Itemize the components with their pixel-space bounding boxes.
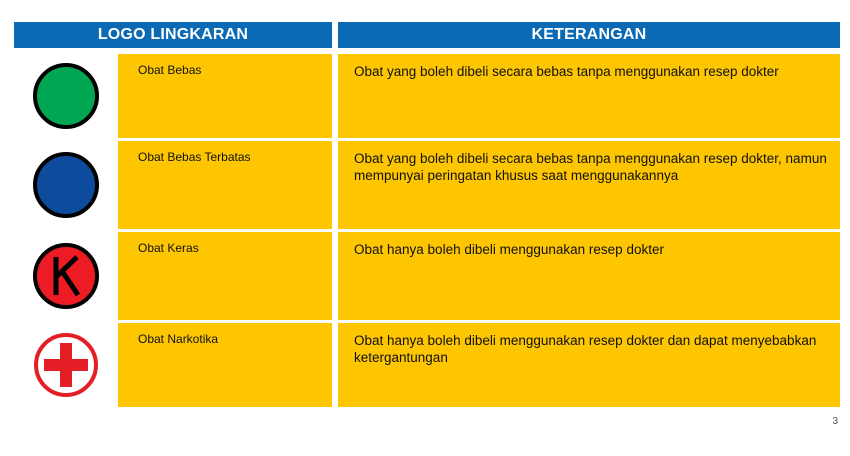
green-circle-icon [31,61,101,131]
header-keterangan: KETERANGAN [338,22,840,48]
name-cell-obat-narkotika: Obat Narkotika [118,323,332,407]
desc-cell-obat-narkotika: Obat hanya boleh dibeli menggunakan resep dokter dan dapat menyebabkan ketergantungan [338,323,840,407]
desc-cell-obat-bebas-terbatas: Obat yang boleh dibeli secara bebas tanpa menggunakan resep dokter, namun mempunyai peringatan khusus saat menggunakannya [338,141,840,229]
desc-cell-obat-keras: Obat hanya boleh dibeli menggunakan resep dokter [338,232,840,320]
icon-cell-obat-narkotika [14,323,118,407]
name-cell-obat-bebas-terbatas: Obat Bebas Terbatas [118,141,332,229]
name-cell-obat-keras: Obat Keras [118,232,332,320]
desc-cell-obat-bebas: Obat yang boleh dibeli secara bebas tanpa menggunakan resep dokter [338,54,840,138]
icon-cell-obat-bebas [14,54,118,138]
red-cross-circle-icon [31,330,101,400]
header-logo-lingkaran: LOGO LINGKARAN [14,22,332,48]
icon-cell-obat-keras [14,232,118,320]
name-cell-obat-bebas: Obat Bebas [118,54,332,138]
blue-circle-icon [31,150,101,220]
page-number: 3 [832,416,838,427]
red-circle-k-icon [31,241,101,311]
icon-cell-obat-bebas-terbatas [14,141,118,229]
